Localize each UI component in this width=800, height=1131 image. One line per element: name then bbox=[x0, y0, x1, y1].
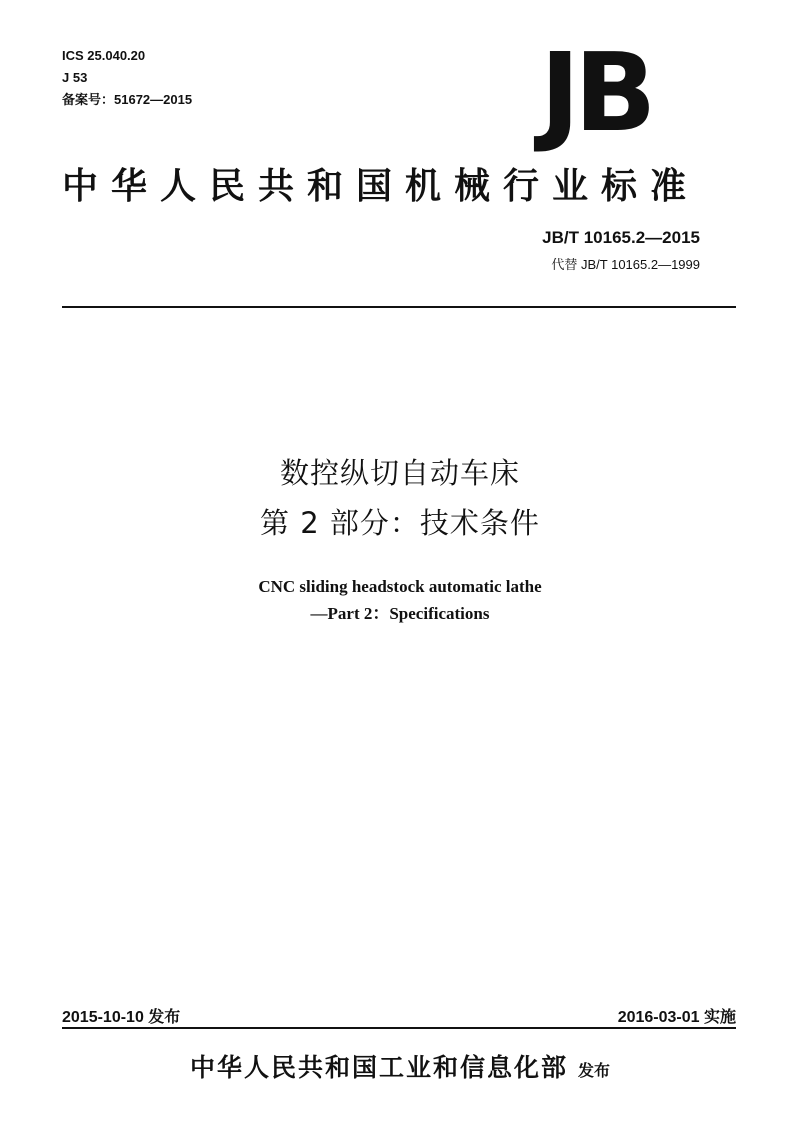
issue-action: 发布 bbox=[578, 1061, 611, 1080]
issuing-organization: 中华人民共和国工业和信息化部 bbox=[189, 1053, 568, 1082]
ics-code: ICS 25.040.20 bbox=[62, 48, 146, 63]
filing-number: 备案号：51672—2015 bbox=[62, 92, 193, 107]
top-divider bbox=[62, 306, 736, 308]
standard-category-title: 中华人民共和国机械行业标准 bbox=[62, 166, 700, 207]
issuer-block bbox=[0, 1048, 800, 1084]
bottom-divider bbox=[62, 1027, 736, 1029]
title-en-line2: —Part 2：Specifications bbox=[310, 604, 490, 623]
replaces-standard: 代替 JB/T 10165.2—1999 bbox=[551, 257, 700, 272]
issue-date: 2015-10-10 发布 bbox=[62, 1009, 181, 1026]
standard-number: JB/T 10165.2—2015 bbox=[542, 228, 700, 247]
jb-logo: JB bbox=[540, 31, 651, 156]
effective-date: 2016-03-01 实施 bbox=[617, 1009, 736, 1026]
title-en-line1: CNC sliding headstock automatic lathe bbox=[258, 577, 542, 596]
classification-code: J 53 bbox=[62, 70, 88, 85]
title-cn-line1: 数控纵切自动车床 bbox=[279, 456, 520, 490]
title-cn-line2: 第 2 部分：技术条件 bbox=[260, 506, 540, 540]
